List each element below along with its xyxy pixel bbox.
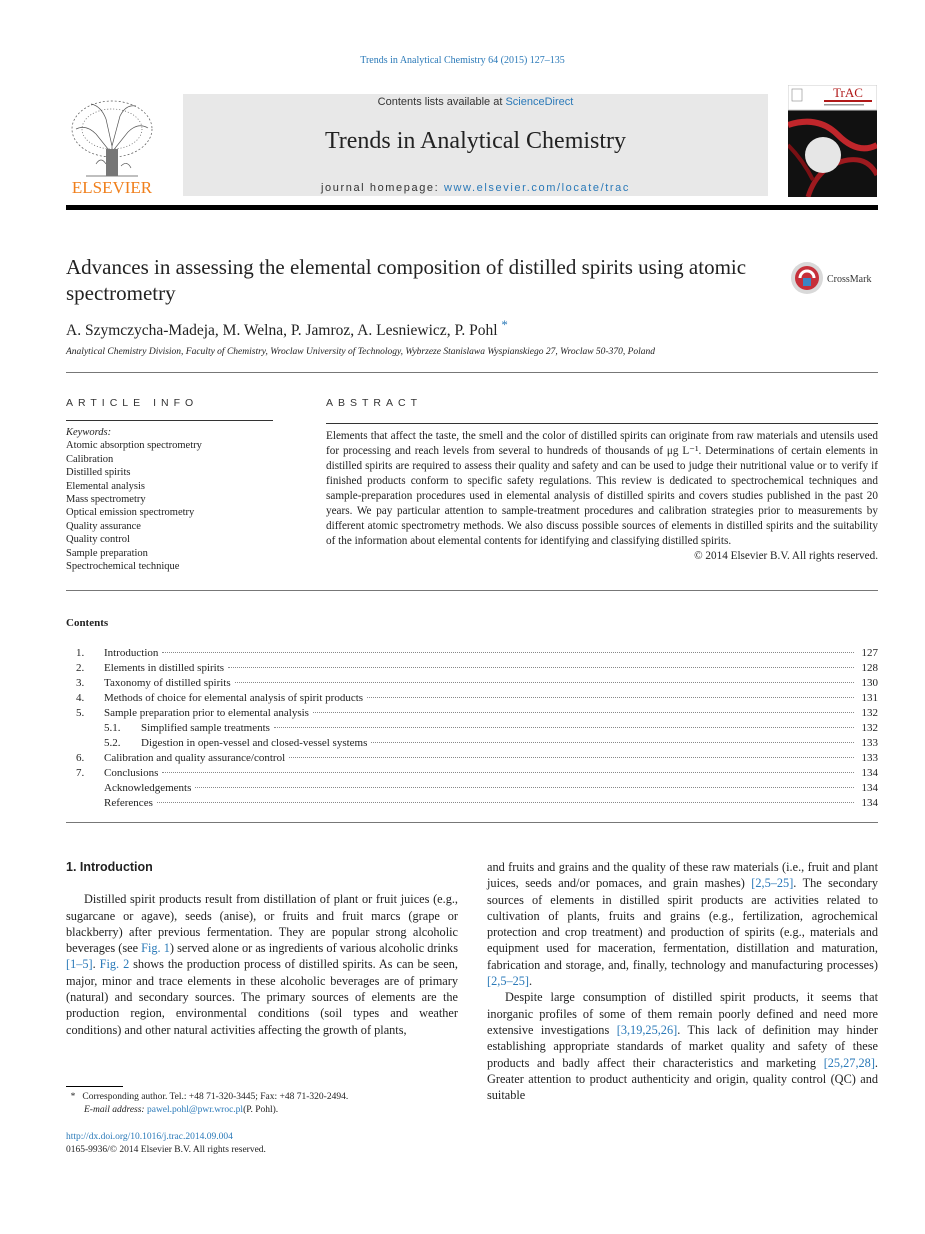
sciencedirect-link[interactable]: ScienceDirect <box>505 96 574 108</box>
keyword-item: Atomic absorption spectrometry <box>66 440 202 452</box>
doi-block <box>66 1131 266 1157</box>
toc-entry[interactable]: Acknowledgements 134 <box>104 782 878 794</box>
keyword-item: Elemental analysis <box>66 480 146 492</box>
author-list: A. Szymczycha-Madeja, M. Welna, P. Jamroz, A. Lesniewicz, P. Pohl * <box>66 317 508 340</box>
article-title: Advances in assessing the elemental composition of distilled spirits using atomic spectrometry <box>66 255 747 305</box>
keyword-item: Mass spectrometry <box>66 494 146 506</box>
toc-entry[interactable]: 5. Sample preparation prior to elemental analysis 132 <box>76 707 878 719</box>
affiliation: Analytical Chemistry Division, Faculty of Chemistry, Wroclaw University of Technology, Wybrzeze Stanislawa Wyspianskiego 27, Wroclaw 50-370, Poland <box>66 347 656 357</box>
citation-link[interactable]: [3,19,25,26] <box>616 1022 678 1037</box>
journal-name: Trends in Analytical Chemistry <box>324 128 627 154</box>
contents-available-line: Contents lists available at ScienceDirect <box>377 96 574 108</box>
journal-cover-image[interactable] <box>788 85 877 197</box>
cover-logo-text: TrAC <box>833 85 863 100</box>
toc-entry[interactable]: 1. Introduction 127 <box>76 647 878 659</box>
body-paragraph: and fruits and grains and the quality of these raw materials (i.e., fruit and plant juices, seeds and/or pomaces, and grain mashes) [2,5–25]. The secondary sources of elements in distilled spirit products are activities related to cultivation of plants, fruits and grains (e.g., fertilization, agrochemical protection and crop treatment) and production of spirits (e.g., materials and equipment used for maceration, fermentation, distillation and maturation, fabrication and storage, and, finally, technology and manufacturing processes) [2,5–25]. <box>487 860 878 989</box>
citation-link[interactable]: [2,5–25] <box>487 974 530 989</box>
body-paragraph: Despite large consumption of distilled spirit products, it seems that inorganic profiles of some of them remain poorly defined and need more extensive investigations [3,19,25,26]. This lack of definition may hinder establishing appropriate standards of market quality and safety of these products and badly affect their characteristics and marketing [25,27,28]. Greater attention to product authenticity and origin, quality control (QC) and suitable <box>487 990 878 1103</box>
body-column-right <box>487 859 878 1103</box>
toc-entry[interactable]: 6. Calibration and quality assurance/control 133 <box>76 752 878 764</box>
corresponding-author-mark[interactable]: * <box>501 317 508 332</box>
doi-link[interactable]: http://dx.doi.org/10.1016/j.trac.2014.09.004 <box>66 1132 233 1142</box>
toc-entry[interactable]: 3. Taxonomy of distilled spirits 130 <box>76 677 878 689</box>
keyword-item: Optical emission spectrometry <box>66 507 195 519</box>
abstract-text: Elements that affect the taste, the smell and the color of distilled spirits can originate from raw materials and utensils used for processing and reach levels from several to hundreds of thousands of μg L⁻¹. Determinations of certain elements in distilled spirits are required to assess their quality and safety and can be used to judge their nutritional value or to verify if finished products conform to specific safety regulations. This review is dedicated to spectrochemical techniques and sample-preparation procedures used in elemental analysis of distilled spirits and covers studies published in the past 20 years. We pay particular attention to sample-treatment procedures and calibration strategies prior to measurements by different atomic spectrometry methods. We also discuss possible sources of elements in distilled spirits and the suitability of the information about elemental contents for identifying and classifying distilled spirits. <box>326 430 878 547</box>
crossmark-label: CrossMark <box>827 274 872 285</box>
toc-subentry[interactable]: 5.1. Simplified sample treatments 132 <box>104 722 878 734</box>
crossmark-badge[interactable] <box>790 260 880 296</box>
toc-entry[interactable]: 4. Methods of choice for elemental analysis of spirit products 131 <box>76 692 878 704</box>
keyword-item: Calibration <box>66 453 114 465</box>
citation-link[interactable]: [1–5] <box>66 957 93 972</box>
citation-link[interactable]: [25,27,28] <box>823 1055 875 1070</box>
abstract-copyright: © 2014 Elsevier B.V. All rights reserved. <box>694 550 878 562</box>
section-heading-introduction: 1. Introduction <box>66 860 153 874</box>
body-paragraph: Distilled spirit products result from distillation of plant or fruit juices (e.g., sugarcane or agave), seeds (anise), or fruits and fruit marcs (grape or blackberry) after previous fermentation. They are popular strong alcoholic beverages (see Fig. 1) served alone or as ingredients of various alcoholic drinks [1–5]. Fig. 2 shows the production process of distilled spirits. As can be seen, major, minor and trace elements in these alcoholic beverages are of primary (natural) and secondary sources. The primary sources of elements are the production region, environmental conditions (soil types and weather conditions) and other natural activities affecting the growth of plants, <box>66 892 458 1037</box>
keyword-item: Quality assurance <box>66 520 141 532</box>
footnote: * Corresponding author. Tel.: +48 71-320-3445; Fax: +48 71-320-2494. E-mail address: pawel.pohl@pwr.wroc.pl(P. Pohl). <box>70 1092 349 1115</box>
email-link[interactable]: pawel.pohl@pwr.wroc.pl <box>146 1105 244 1115</box>
table-of-contents <box>66 646 878 811</box>
abstract-rule <box>326 423 878 424</box>
journal-homepage-link[interactable]: www.elsevier.com/locate/trac <box>443 182 630 194</box>
elsevier-wordmark: ELSEVIER <box>71 178 153 196</box>
keywords-block <box>66 426 202 573</box>
body-column-left <box>66 859 458 1038</box>
keywords-label: Keywords: <box>66 427 112 438</box>
elsevier-logo <box>66 94 159 196</box>
article-info-rule <box>66 420 273 421</box>
footnote-rule <box>66 1086 123 1087</box>
keyword-item: Distilled spirits <box>66 467 131 479</box>
journal-homepage-line: journal homepage: www.elsevier.com/locate/trac <box>320 182 630 194</box>
figure-link[interactable]: Fig. 2 <box>99 957 130 972</box>
running-head[interactable]: Trends in Analytical Chemistry 64 (2015) 127–135 <box>360 55 565 66</box>
header-divider <box>66 372 878 373</box>
toc-entry[interactable]: References 134 <box>104 797 878 809</box>
toc-subentry[interactable]: 5.2. Digestion in open-vessel and closed-vessel systems 133 <box>104 737 878 749</box>
toc-entry[interactable]: 2. Elements in distilled spirits 128 <box>76 662 878 674</box>
abstract-heading: ABSTRACT <box>326 397 423 409</box>
contents-divider <box>66 822 878 823</box>
toc-entry[interactable]: 7. Conclusions 134 <box>76 767 878 779</box>
issn-line: 0165-9936/© 2014 Elsevier B.V. All rights reserved. <box>66 1145 266 1155</box>
abstract-body <box>326 429 878 564</box>
keyword-item: Sample preparation <box>66 547 148 559</box>
abstract-divider <box>66 590 878 591</box>
keyword-item: Quality control <box>66 534 130 546</box>
citation-link[interactable]: [2,5–25] <box>751 876 794 891</box>
keyword-item: Spectrochemical technique <box>66 561 180 573</box>
article-info-heading: ARTICLE INFO <box>66 397 199 409</box>
masthead-rule <box>66 205 878 210</box>
figure-link[interactable]: Fig. 1 <box>141 941 170 956</box>
contents-heading: Contents <box>66 617 109 629</box>
